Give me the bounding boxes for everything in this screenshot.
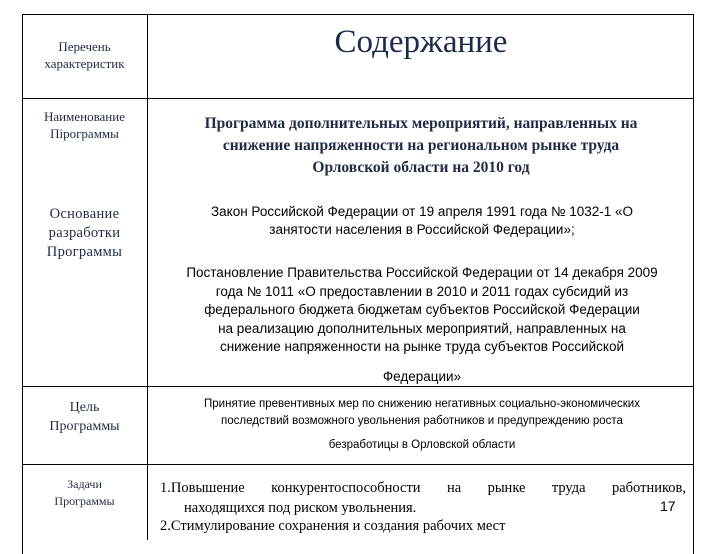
basis-law: Закон Российской Федерации от 19 апреля 1991 года № 1032-1 «О занятости населения в Российской Федерации»; <box>210 204 633 237</box>
program-name: Программа дополнительных мероприятий, направленных на снижение напряженности на региональном рынке труда Орловской области на 2010 год <box>204 115 638 176</box>
basis-decree-end: Федерации» <box>382 369 462 384</box>
row-divider <box>22 98 694 99</box>
row-divider <box>22 464 694 465</box>
row-label-tasks: Задачи Программы <box>54 477 115 508</box>
row-label-name: Наименование Пiрограммы <box>44 109 125 141</box>
task-item-1-cont: находящихся под риском увольнения. <box>184 500 417 516</box>
header-left-label: Перечень характеристик <box>44 39 125 71</box>
page-title: Содержание <box>334 24 508 60</box>
task-item-1: 1.Повышение конкурентоспособности на рынке труда работников, <box>160 480 686 496</box>
row-divider <box>22 386 694 387</box>
goal-text-end: безработицы в Орловской области <box>328 439 516 451</box>
task-item-2: 2.Стимулирование сохранения и создания рабочих мест <box>160 518 506 534</box>
row-label-goal: Цель Программы <box>49 400 120 434</box>
basis-decree: Постановление Правительства Российской Федерации от 14 декабря 2009 года № 1011 «О предоставлении в 2010 и 2011 годах субсидий из федерального бюджета бюджетам субъектов Российской Федерации на реализацию дополнительных мероприятий, направленных на снижение напряженности на рынке труда субъектов Российской <box>186 265 658 355</box>
row-label-basis: Основание разработки Программы <box>46 206 123 260</box>
page-number: 17 <box>660 498 676 514</box>
column-divider <box>147 14 148 540</box>
goal-text: Принятие превентивных мер по снижению негативных социально-экономических последствий возможного увольнения работников и предупреждению роста <box>204 398 640 427</box>
